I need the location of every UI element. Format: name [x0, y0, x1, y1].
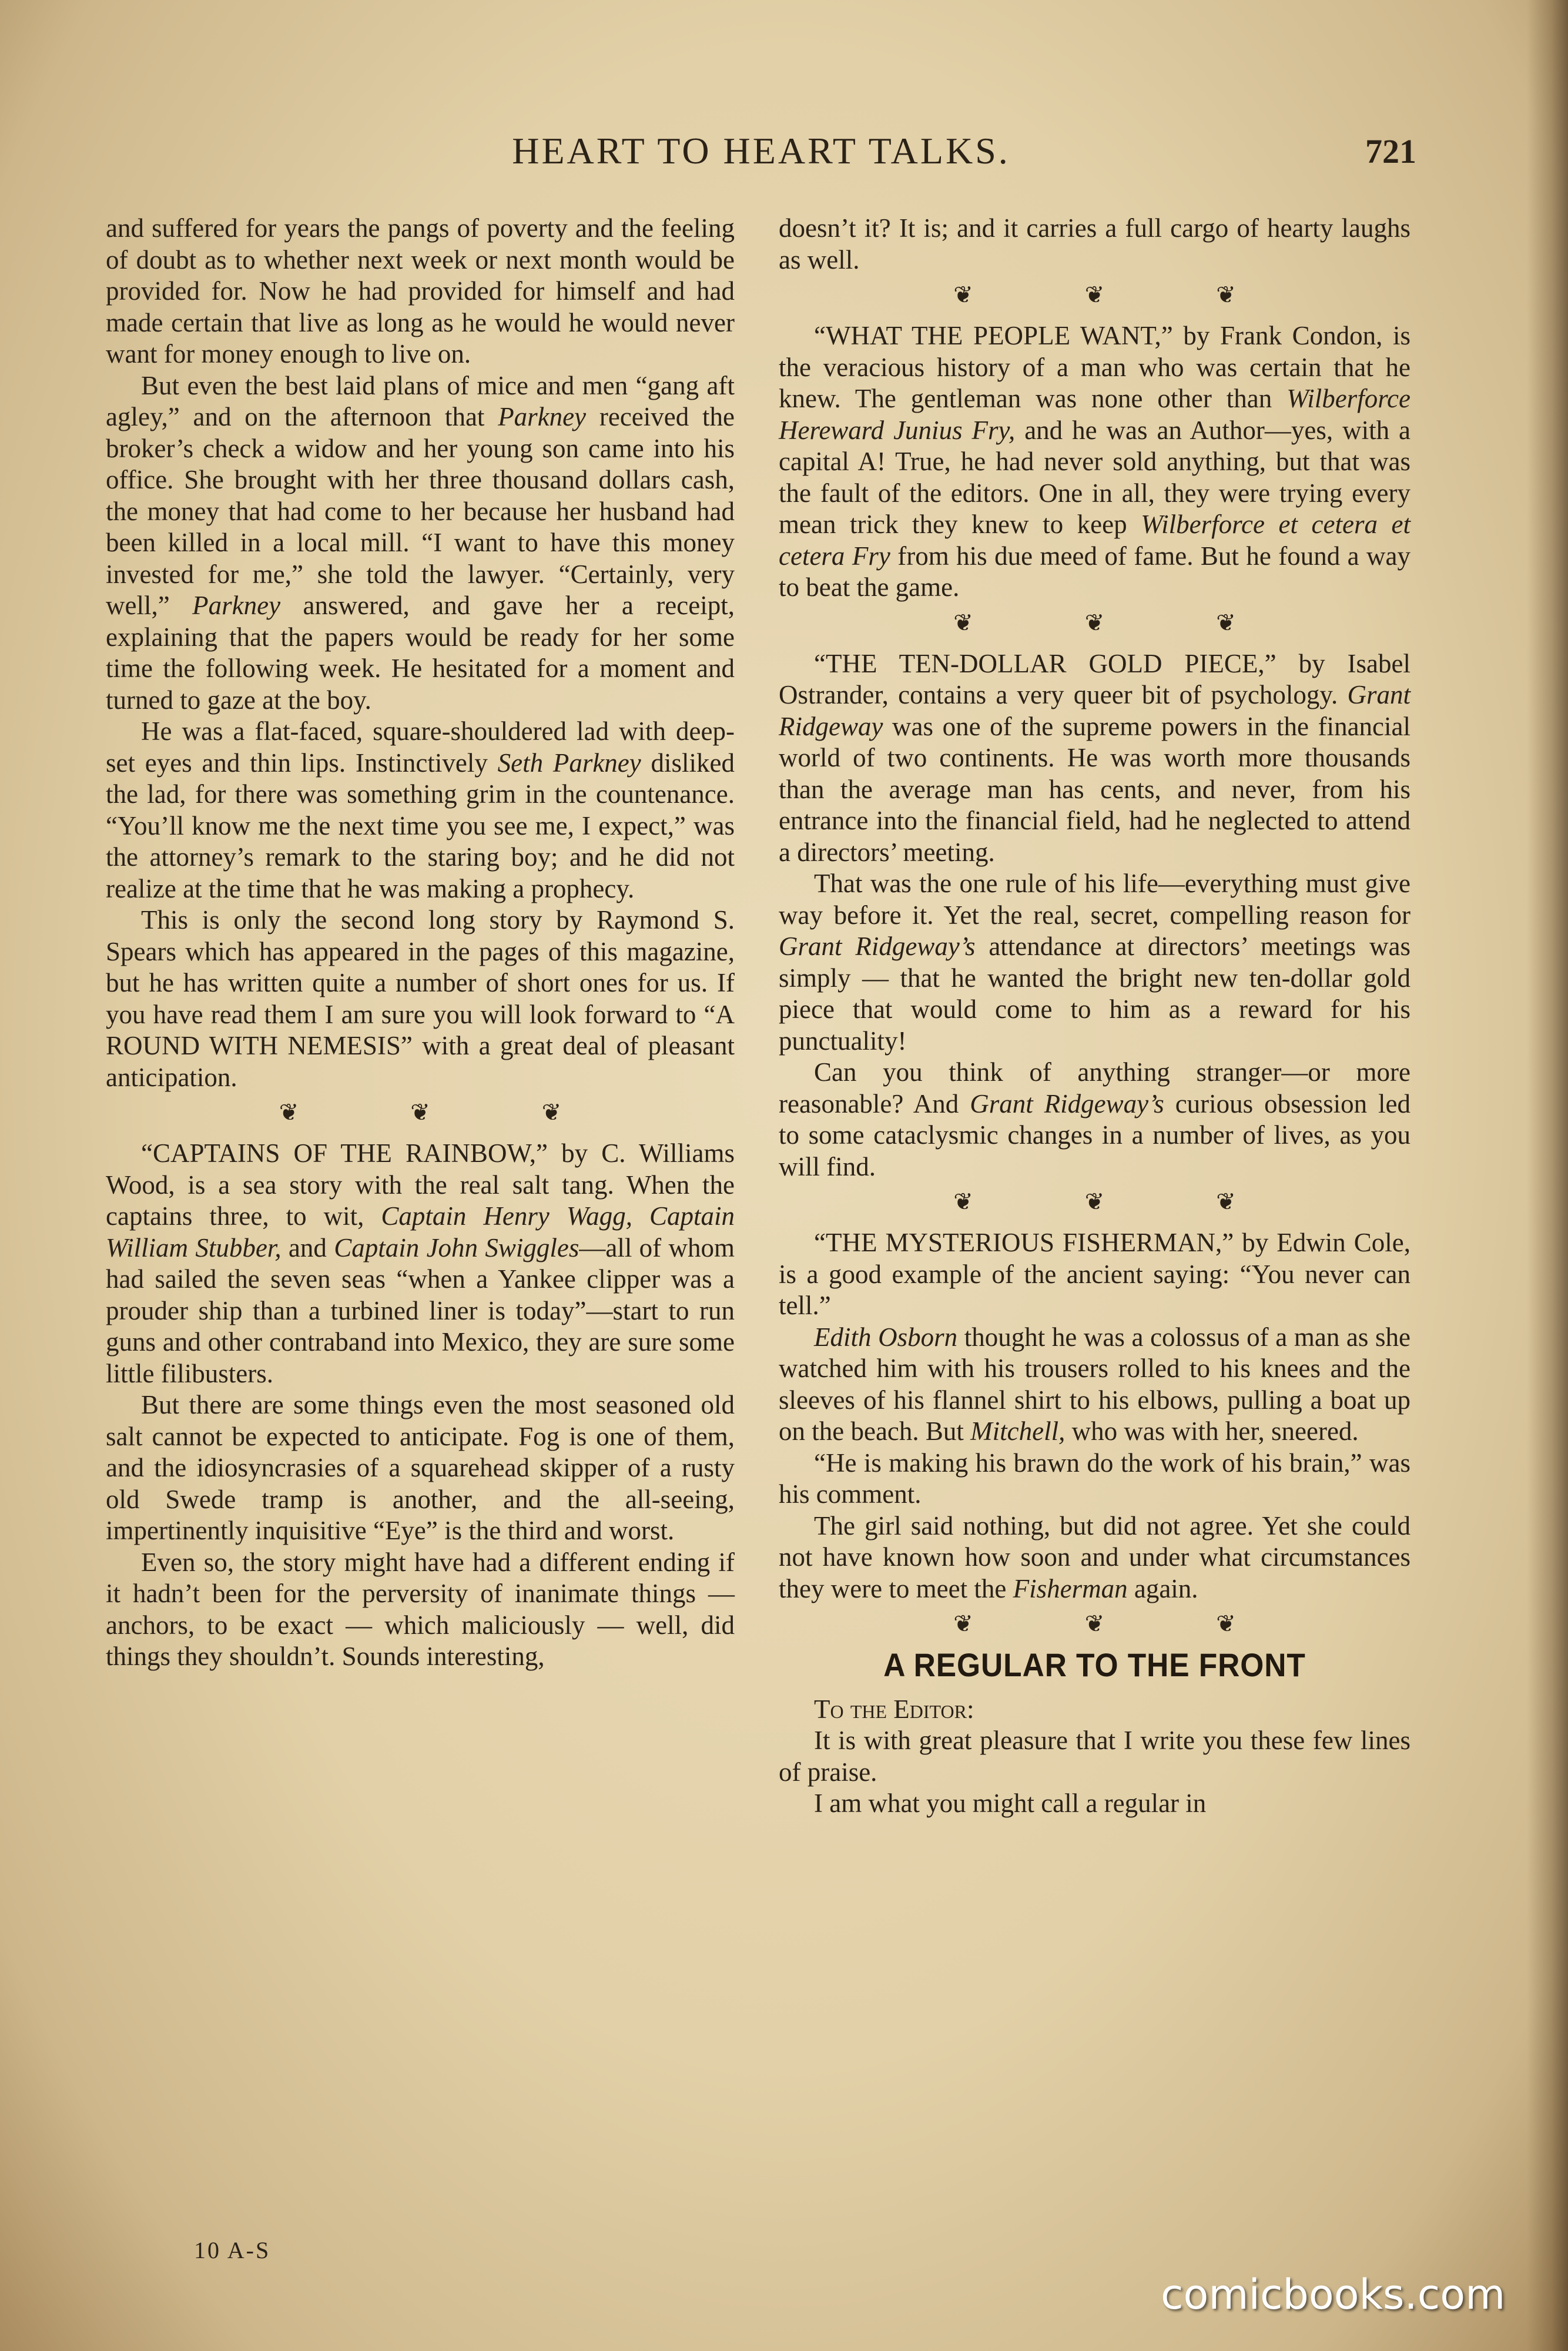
letter-salutation: To the Editor: — [814, 1694, 974, 1724]
page-title: HEART TO HEART TALKS. — [512, 130, 1010, 172]
paragraph: and suffered for years the pangs of poverty and the feeling of doubt as to whether next week or next month would be provided for. Now he had provided for himself and had made certain that live as long as he would he would never want for money enough to live on. — [106, 213, 735, 369]
right-column — [779, 213, 1410, 1820]
paragraph: “THE MYSTERIOUS FISHERMAN,” by Edwin Cole, is a good example of the ancient saying: “You never can tell.” — [779, 1228, 1410, 1320]
signature-mark: 10 A-S — [194, 2237, 271, 2263]
fleuron-icon: ❦ — [1084, 1188, 1105, 1215]
fleuron-icon: ❦ — [279, 1099, 299, 1126]
fleuron-icon: ❦ — [953, 1610, 973, 1637]
paragraph: He was a flat-faced, square-shouldered lad with deep-set eyes and thin lips. Instinctively Seth Parkney disliked the lad, for there was something grim in the countenance. “You’ll know me the next time you see me, I expect,” was the attorney’s remark to the staring boy; and he did not realize at the time that he was making a prophecy. — [106, 716, 735, 903]
fleuron-icon: ❦ — [953, 1188, 973, 1215]
ornament-divider — [779, 282, 1410, 309]
paragraph: “THE TEN-DOLLAR GOLD PIECE,” by Isabel Ostrander, contains a very queer bit of psychology. Grant Ridgeway was one of the supreme powers in the financial world of two continents. He was worth more thousands than the average man has cents, and never, from his entrance into the financial field, had he neglected to attend a directors’ meeting. — [779, 648, 1410, 867]
paragraph: “CAPTAINS OF THE RAINBOW,” by C. Williams Wood, is a sea story with the real salt tang. When the captains three, to wit, Captain Henry Wagg, Captain William Stubber, and Captain John Swiggles—all of whom had sailed the seven seas “when a Yankee clipper was a prouder ship than a turbined liner is today”—start to run guns and other contraband into Mexico, they are sure some little filibusters. — [106, 1138, 735, 1388]
fleuron-icon: ❦ — [1084, 1610, 1105, 1637]
fleuron-icon: ❦ — [541, 1099, 562, 1126]
paragraph: “He is making his brawn do the work of his brain,” was his comment. — [779, 1448, 1410, 1509]
paragraph: Can you think of anything stranger—or more reasonable? And Grant Ridgeway’s curious obsession led to some cataclysmic changes in a number of lives, as you will find. — [779, 1057, 1410, 1181]
fleuron-icon: ❦ — [1216, 609, 1236, 636]
fleuron-icon: ❦ — [953, 609, 973, 636]
left-column — [106, 213, 735, 1673]
fleuron-icon: ❦ — [1084, 282, 1105, 308]
paragraph: I am what you might call a regular in — [814, 1789, 1207, 1818]
fleuron-icon: ❦ — [1216, 1610, 1236, 1637]
paragraph: But even the best laid plans of mice and men “gang aft agley,” and on the afternoon that Parkney received the broker’s check a widow and her young son came into his office. She brought with her three thousand dollars cash, the money that had come to her because her husband had been killed in a local mill. “I want to have this money invested for me,” she told the lawyer. “Certainly, very well,” Parkney answered, and gave her a receipt, explaining that the papers would be ready for her some time the following week. He hesitated for a moment and turned to gaze at the boy. — [106, 370, 735, 715]
ornament-divider — [779, 1188, 1410, 1215]
ornament-divider — [779, 609, 1410, 637]
fleuron-icon: ❦ — [410, 1099, 430, 1126]
paragraph: The girl said nothing, but did not agree. Yet she could not have known how soon and under what circumstances they were to meet the Fisherman again. — [779, 1511, 1410, 1603]
paragraph: That was the one rule of his life—everything must give way before it. Yet the real, secret, compelling reason for Grant Ridgeway’s attendance at directors’ meetings was simply — that he wanted the bright new ten-dollar gold piece that would come to him as a reward for his punctuality! — [779, 869, 1411, 1056]
paragraph: But there are some things even the most seasoned old salt cannot be expected to anticipate. Fog is one of them, and the idiosyncrasies of a squarehead skipper of a rusty old Swede tramp is another, and the all-seeing, impertinently inquisitive “Eye” is the third and worst. — [106, 1390, 735, 1545]
paragraph: Edith Osborn thought he was a colossus of a man as she watched him with his trousers rolled to his knees and the sleeves of his flannel shirt to his elbows, pulling a boat up on the beach. But Mitchell, who was with her, sneered. — [779, 1322, 1410, 1446]
paragraph: It is with great pleasure that I write you these few lines of praise. — [779, 1726, 1410, 1787]
page-edge-shadow — [1527, 0, 1568, 2351]
page-number: 721 — [1365, 132, 1416, 170]
fleuron-icon: ❦ — [1084, 609, 1105, 636]
paragraph: doesn’t it? It is; and it carries a full cargo of hearty laughs as well. — [779, 213, 1410, 274]
page-header — [106, 129, 1416, 182]
paragraph: “WHAT THE PEOPLE WANT,” by Frank Condon, is the veracious history of a man who was certain that he knew. The gentleman was none other than Wilberforce Hereward Junius Fry, and he was an Author—yes, with a capital A! True, he had never sold anything, but that was the fault of the editors. One in all, they were trying every mean trick they knew to keep Wilberforce et cetera et cetera Fry from his due meed of fame. But he found a way to beat the game. — [779, 321, 1410, 602]
paragraph: This is only the second long story by Raymond S. Spears which has appeared in the pages of this magazine, but he has written quite a number of short ones for us. If you have read them I am sure you will look forward to “A ROUND WITH NEMESIS” with a great deal of pleasant anticipation. — [106, 905, 735, 1092]
ornament-divider — [106, 1099, 735, 1126]
section-heading: A REGULAR TO THE FRONT — [883, 1646, 1306, 1683]
fleuron-icon: ❦ — [1216, 282, 1236, 308]
fleuron-icon: ❦ — [1216, 1188, 1236, 1215]
fleuron-icon: ❦ — [953, 282, 973, 308]
paragraph: Even so, the story might have had a different ending if it hadn’t been for the perversity of inanimate things — anchors, to be exact — which maliciously — well, did things they shouldn’t. Sounds interesting, — [106, 1547, 735, 1671]
ornament-divider — [779, 1610, 1410, 1637]
site-watermark: comicbooks.com — [1161, 2270, 1506, 2319]
